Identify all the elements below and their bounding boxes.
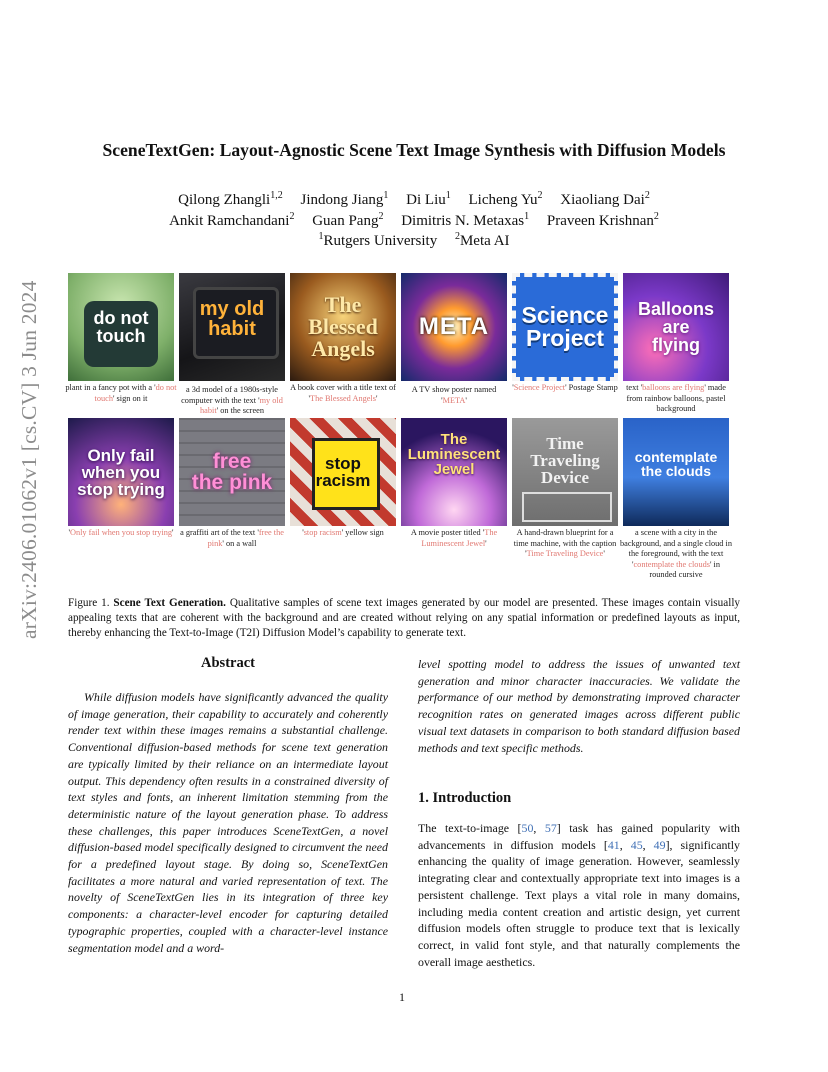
sample-image-my-old-habit: my old habit <box>179 273 285 381</box>
introduction-body: The text-to-image [50, 57] task has gained popularity with advancements in diffusion models [41, 45, 49], significantly enhancing the quality of image generation. However, seamlessly integrating clear and contextually appropriate text into images is a persistent challenge. Text plays a vital role in many domains, including media content creation and artistic design, yet current diffusion models often struggle to produce text that is lexically correct, in valid font style, and that naturally complements the overall image aesthetics. <box>418 821 740 969</box>
figure-caption-text: Qualitative samples of scene text images generated by our model are presented. These images contain visually appealing texts that are coherent with the background and are created without relying on any spatial information or predefined layouts as input, thereby enhancing the Text-to-Image (T2I) Diffusion Model’s capability to generate text. <box>68 597 741 640</box>
sample-image-do-not-touch: do not touch <box>68 273 174 381</box>
section-heading-introduction: 1. Introduction <box>418 790 512 806</box>
authors-row-2 <box>40 211 788 231</box>
sample-caption: A TV show poster named 'META' <box>411 385 497 405</box>
abstract-continuation: level spotting model to address the issues of unwanted text generation and minor character inaccuracies. We validate the performance of our method by demonstrating improved character recognition rates on generated images across different public visual text datasets in comparison to both standard diffusion based methods and text specific methods. <box>418 657 740 755</box>
author: Praveen Krishnan$^2$ <box>546 211 659 229</box>
sample-caption: a 3d model of a 1980s-style computer with the text 'my old habit' on the screen <box>181 385 283 416</box>
citation-link[interactable]: 49 <box>653 837 666 852</box>
sample-caption: a scene with a city in the background, and a single cloud in the foreground, with the text 'contemplate the clouds' in rounded cursive <box>620 528 732 580</box>
citation-link[interactable]: 41 <box>607 837 620 852</box>
page-number: 1 <box>399 990 405 1004</box>
figure-label: Figure 1. <box>68 597 110 609</box>
sample-caption: text 'balloons are flying' made from rainbow balloons, pastel background <box>626 383 726 414</box>
author: Qilong Zhangli$^{1,2}$ <box>178 190 283 208</box>
citation-link[interactable]: 50 <box>521 821 534 835</box>
author: Jindong Jiang$^1$ <box>300 190 389 208</box>
affiliation: $^2$Meta AI <box>454 231 510 249</box>
paper-title: SceneTextGen: Layout-Agnostic Scene Text Image Synthesis with Diffusion Models <box>102 140 726 160</box>
sample-image-free-the-pink: free the pink <box>179 418 285 526</box>
citation-link[interactable]: 57 <box>544 821 557 835</box>
author: Licheng Yu$^2$ <box>468 190 543 208</box>
sample-caption: A book cover with a title text of 'The Blessed Angels' <box>290 383 396 403</box>
sample-image-only-fail: Only fail when you stop trying <box>68 418 174 526</box>
abstract-body: While diffusion models have significantly advanced the quality of image generation, their capability to accurately and coherently render text within these images remains a substantial challenge. Conventional diffusion-based methods for scene text generation are typically limited by their reliance on an intermediate layout output. This dependency often results in a constrained diversity of text styles and fonts, an inherent limitation stemming from the deterministic nature of the layout generation phase. To address these challenges, this paper introduces SceneTextGen, a novel diffusion-based model specifically designed to circumvent the need for a predefined layout stage. By doing so, SceneTextGen facilitates a more natural and varied representation of text. The novelty of SceneTextGen lies in its integration of three key components: a character-level encoder for capturing detailed typographic properties, coupled with a character-level instance segmentation model and a word- <box>68 690 388 955</box>
sample-caption: 'stop racism' yellow sign <box>302 528 384 537</box>
sample-image-balloons: Balloons are flying <box>623 273 729 381</box>
affiliations <box>40 231 788 251</box>
figure-1-grid <box>65 273 732 580</box>
sample-image-science-project: Science Project <box>512 273 618 381</box>
sample-image-contemplate-clouds: contemplate the clouds <box>623 418 729 526</box>
authors-row-1 <box>40 190 788 210</box>
sample-caption: a graffiti art of the text 'free the pink' on a wall <box>180 528 284 548</box>
sample-image-luminescent-jewel: The Luminescent Jewel <box>401 418 507 526</box>
author: Xiaoliang Dai$^2$ <box>560 190 650 208</box>
sample-caption: 'Science Project' Postage Stamp <box>512 383 618 392</box>
sample-caption: A hand-drawn blueprint for a time machine, with the caption 'Time Traveling Device' <box>513 528 617 559</box>
sample-caption: A movie poster titled 'The Luminescent Jewel' <box>410 528 498 548</box>
author: Dimitris N. Metaxas$^1$ <box>401 211 530 229</box>
sample-image-blessed-angels: The Blessed Angels <box>290 273 396 381</box>
abstract-heading: Abstract <box>201 655 255 671</box>
sample-image-meta: META <box>401 273 507 381</box>
sample-caption: 'Only fail when you stop trying' <box>68 528 174 537</box>
figure-caption-bold: Scene Text Generation. <box>113 597 226 609</box>
arxiv-stamp: arXiv:2406.01062v1 [cs.CV] 3 Jun 2024 <box>17 280 41 639</box>
figure-caption <box>68 596 740 642</box>
sample-image-stop-racism: stop racism <box>290 418 396 526</box>
citation-link[interactable]: 45 <box>630 837 643 852</box>
author: Di Liu$^1$ <box>406 190 451 208</box>
affiliation: $^1$Rutgers University <box>318 231 438 249</box>
sample-image-time-traveling-device: Time Traveling Device <box>512 418 618 526</box>
author: Ankit Ramchandani$^2$ <box>169 211 295 229</box>
sample-caption: plant in a fancy pot with a 'do not touch' sign on it <box>65 383 177 403</box>
author: Guan Pang$^2$ <box>312 211 384 229</box>
